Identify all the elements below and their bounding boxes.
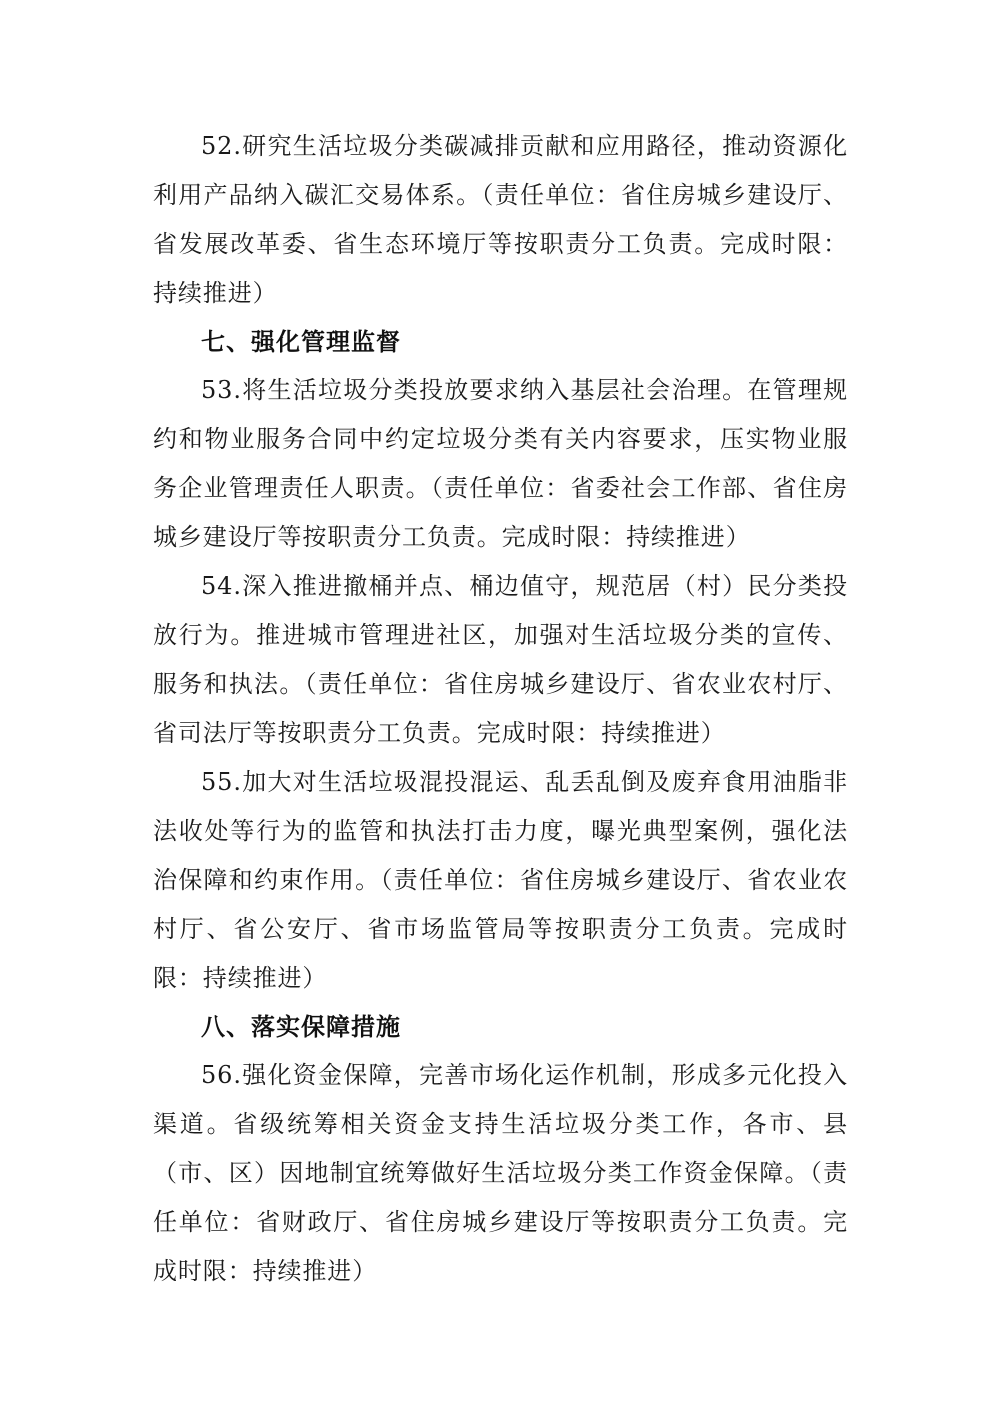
document-page [153, 122, 848, 1296]
paragraph-54: 54.深入推进撤桶并点、桶边值守，规范居（村）民分类投放行为。推进城市管理进社区，加强对生活垃圾分类的宣传、服务和执法。（责任单位：省住房城乡建设厅、省农业农村厅、省司法厅等按职责分工负责。完成时限：持续推进） [153, 572, 848, 747]
section-heading-7: 七、强化管理监督 [201, 328, 401, 356]
paragraph-56: 56.强化资金保障，完善市场化运作机制，形成多元化投入渠道。省级统筹相关资金支持生活垃圾分类工作，各市、县（市、区）因地制宜统筹做好生活垃圾分类工作资金保障。（责任单位：省财政厅、省住房城乡建设厅等按职责分工负责。完成时限：持续推进） [153, 1061, 848, 1285]
paragraph-52: 52.研究生活垃圾分类碳减排贡献和应用路径，推动资源化利用产品纳入碳汇交易体系。（责任单位：省住房城乡建设厅、省发展改革委、省生态环境厅等按职责分工负责。完成时限：持续推进） [153, 132, 848, 307]
paragraph-55: 55.加大对生活垃圾混投混运、乱丢乱倒及废弃食用油脂非法收处等行为的监管和执法打击力度，曝光典型案例，强化法治保障和约束作用。（责任单位：省住房城乡建设厅、省农业农村厅、省公安厅、省市场监管局等按职责分工负责。完成时限：持续推进） [153, 768, 848, 992]
section-heading-8: 八、落实保障措施 [201, 1013, 401, 1041]
paragraph-53: 53.将生活垃圾分类投放要求纳入基层社会治理。在管理规约和物业服务合同中约定垃圾分类有关内容要求，压实物业服务企业管理责任人职责。（责任单位：省委社会工作部、省住房城乡建设厅等按职责分工负责。完成时限：持续推进） [153, 376, 848, 551]
